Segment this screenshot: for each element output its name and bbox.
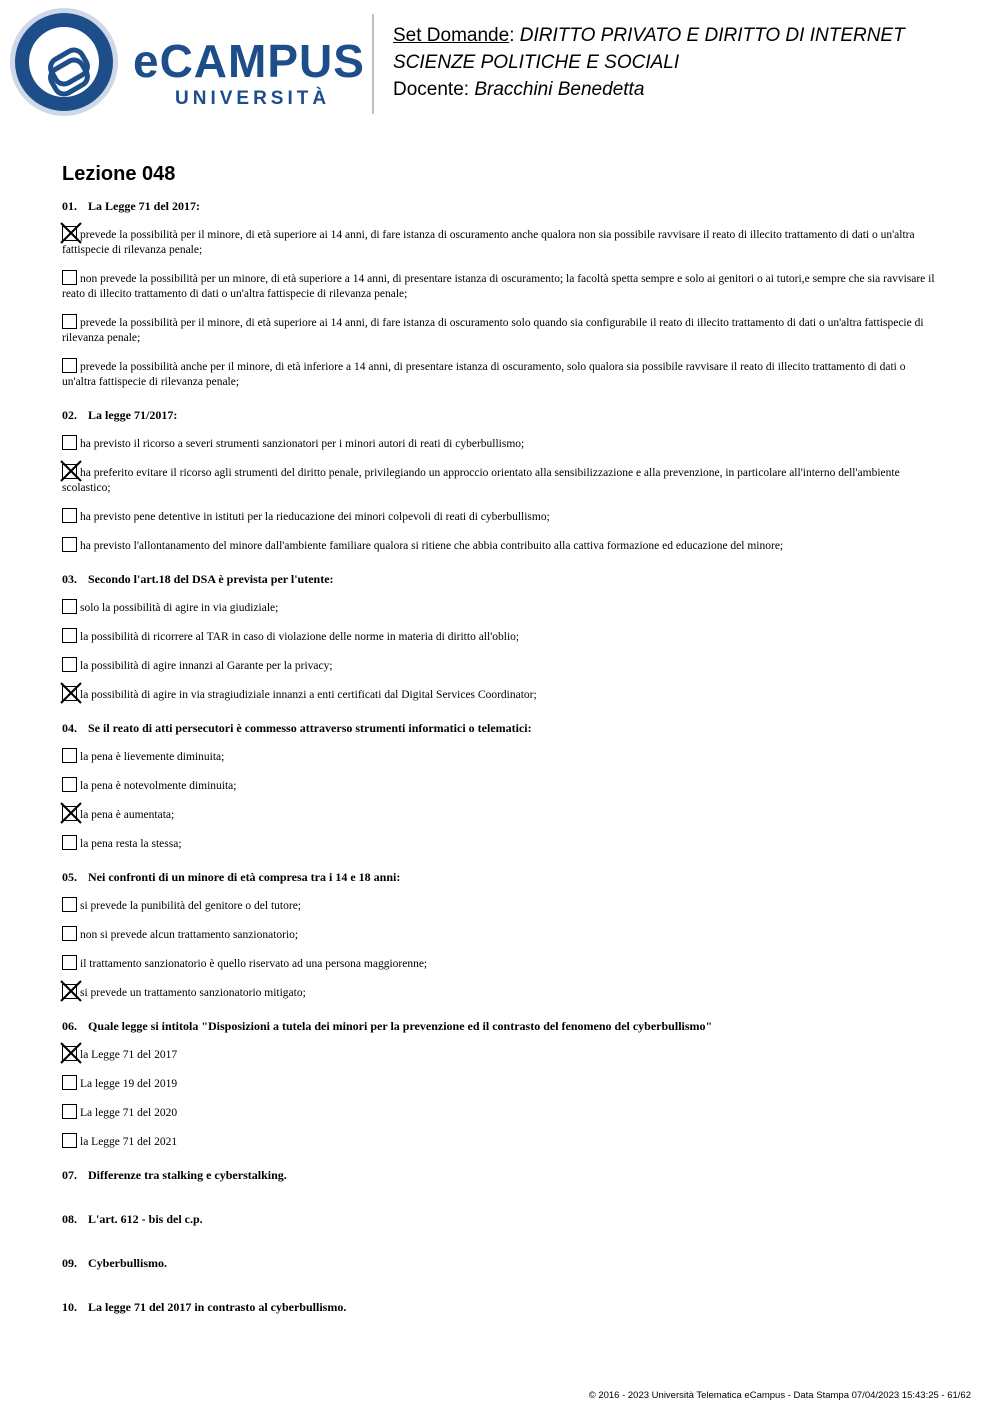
question-title — [62, 408, 942, 423]
question-number: 10. — [62, 1300, 77, 1314]
answer-text: ha previsto il ricorso a severi strumenti sanzionatori per i minori autori di reati di cyberbullismo; — [80, 438, 525, 450]
logo-wordmark: eCAMPUS — [133, 35, 365, 87]
answer-option[interactable] — [62, 657, 942, 674]
question-text: L'art. 612 - bis del c.p. — [88, 1212, 203, 1226]
checked-checkbox[interactable] — [62, 226, 77, 241]
university-logo-icon — [15, 13, 113, 111]
checkbox[interactable] — [62, 537, 77, 552]
question-block — [62, 572, 942, 703]
answer-text: La legge 19 del 2019 — [80, 1078, 178, 1090]
question-number: 05. — [62, 870, 77, 884]
answer-text: la possibilità di ricorrere al TAR in caso di violazione delle norme in materia di diritto all'oblio; — [80, 631, 520, 643]
checkbox[interactable] — [62, 955, 77, 970]
question-number: 03. — [62, 572, 77, 586]
cross-mark-icon — [59, 459, 83, 483]
answer-option[interactable] — [62, 955, 942, 972]
answer-text: il trattamento sanzionatorio è quello riservato ad una persona maggiorenne; — [80, 958, 428, 970]
answer-text: ha preferito evitare il ricorso agli strumenti del diritto penale, privilegiando un approccio orientato alla sensibilizzazione e alla prevenzione, in particolare all'interno dell'ambiente scolastico; — [62, 467, 900, 494]
checkbox[interactable] — [62, 270, 77, 285]
answer-option[interactable] — [62, 1046, 942, 1063]
question-text: Differenze tra stalking e cyberstalking. — [88, 1168, 287, 1182]
cross-mark-icon — [59, 681, 83, 705]
answer-text: la Legge 71 del 2017 — [80, 1049, 178, 1061]
question-text: La legge 71 del 2017 in contrasto al cyberbullismo. — [88, 1300, 347, 1314]
answer-text: non prevede la possibilità per un minore, di età superiore a 14 anni, di presentare istanza di oscuramento; la facoltà spetta sempre e solo ai genitori o ai tutori,e sempre che sia ravvisare il reato di illecito trattamento di dati o un'altra fattispecie di rilevanza penale; — [62, 273, 935, 300]
answer-text: la pena è notevolmente diminuita; — [80, 780, 237, 792]
page-footer: © 2016 - 2023 Università Telematica eCampus - Data Stampa 07/04/2023 15:43:25 - 61/62 — [588, 1390, 971, 1401]
question-number: 02. — [62, 408, 77, 422]
checkbox[interactable] — [62, 657, 77, 672]
answer-text: la pena resta la stessa; — [80, 838, 182, 850]
question-title — [62, 199, 942, 214]
answer-option[interactable] — [62, 897, 942, 914]
answer-option[interactable] — [62, 508, 942, 525]
question-number: 01. — [62, 199, 77, 213]
checkbox[interactable] — [62, 435, 77, 450]
question-title — [62, 721, 942, 736]
answer-option[interactable] — [62, 270, 942, 302]
questions-list — [62, 199, 942, 1344]
question-block — [62, 408, 942, 554]
checked-checkbox[interactable] — [62, 806, 77, 821]
answer-option[interactable] — [62, 537, 942, 554]
checkbox[interactable] — [62, 777, 77, 792]
question-text: Quale legge si intitola "Disposizioni a tutela dei minori per la prevenzione ed il contrasto del fenomeno del cyberbullismo" — [88, 1019, 713, 1033]
answer-text: ha previsto l'allontanamento del minore dall'ambiente familiare qualora si ritiene che abbia contribuito alla cattiva formazione ed educazione del minore; — [80, 540, 784, 552]
question-block — [62, 1212, 942, 1227]
cross-mark-icon — [59, 1041, 83, 1065]
question-text: Cyberbullismo. — [88, 1256, 168, 1270]
checkbox[interactable] — [62, 628, 77, 643]
lesson-title: Lezione 048 — [62, 163, 176, 185]
question-block — [62, 721, 942, 852]
answer-option[interactable] — [62, 1104, 942, 1121]
answer-text: solo la possibilità di agire in via giudiziale; — [80, 602, 279, 614]
answer-option[interactable] — [62, 628, 942, 645]
answer-text: La legge 71 del 2020 — [80, 1107, 178, 1119]
answer-text: la pena è lievemente diminuita; — [80, 751, 225, 763]
checkbox[interactable] — [62, 1133, 77, 1148]
answer-text: la Legge 71 del 2021 — [80, 1136, 178, 1148]
checkbox[interactable] — [62, 1075, 77, 1090]
answer-option[interactable] — [62, 435, 942, 452]
answer-option[interactable] — [62, 777, 942, 794]
answer-text: non si prevede alcun trattamento sanzionatorio; — [80, 929, 299, 941]
question-text: Nei confronti di un minore di età compresa tra i 14 e 18 anni: — [88, 870, 401, 884]
question-block — [62, 199, 942, 390]
answer-option[interactable] — [62, 806, 942, 823]
question-text: La legge 71/2017: — [88, 408, 178, 422]
question-block — [62, 1256, 942, 1271]
answer-text: prevede la possibilità anche per il minore, di età inferiore a 14 anni, di presentare istanza di oscuramento, solo qualora sia possibile ravvisare il reato di illecito trattamento di dati o un'altra fattispecie di rilevanza penale; — [62, 361, 906, 388]
question-block — [62, 1168, 942, 1183]
answer-option[interactable] — [62, 358, 942, 390]
checkbox[interactable] — [62, 748, 77, 763]
cross-mark-icon — [59, 801, 83, 825]
answer-option[interactable] — [62, 835, 942, 852]
question-number: 08. — [62, 1212, 77, 1226]
answer-option[interactable] — [62, 464, 942, 496]
header-divider — [372, 14, 374, 114]
answer-option[interactable] — [62, 748, 942, 765]
question-title — [62, 572, 942, 587]
set-title-line1: DIRITTO PRIVATO E DIRITTO DI INTERNET — [519, 25, 905, 46]
header-info: Set Domande: DIRITTO PRIVATO E DIRITTO DI INTERNET SCIENZE POLITICHE E SOCIALI Docente: Bracchini Benedetta — [393, 25, 905, 100]
answer-option[interactable] — [62, 314, 942, 346]
set-label: Set Domande — [393, 25, 510, 46]
answer-text: prevede la possibilità per il minore, di età superiore ai 14 anni, di fare istanza di oscuramento anche qualora non sia possibile ravvisare il reato di illecito trattamento di dati o un'altra fattispecie di rilevanza penale; — [62, 229, 915, 256]
answer-option[interactable] — [62, 686, 942, 703]
set-title-line2: SCIENZE POLITICHE E SOCIALI — [393, 52, 680, 73]
checked-checkbox[interactable] — [62, 464, 77, 479]
answer-text: prevede la possibilità per il minore, di età superiore ai 14 anni, di fare istanza di oscuramento solo quando sia configurabile il reato di illecito trattamento di dati o un'altra fattispecie di rilevanza penale; — [62, 317, 924, 344]
answer-text: si prevede la punibilità del genitore o del tutore; — [80, 900, 301, 912]
question-number: 09. — [62, 1256, 77, 1270]
question-title — [62, 1256, 942, 1271]
question-text: Secondo l'art.18 del DSA è prevista per l'utente: — [88, 572, 334, 586]
question-title — [62, 1168, 942, 1183]
question-text: Se il reato di atti persecutori è commesso attraverso strumenti informatici o telematici: — [88, 721, 532, 735]
question-title — [62, 1212, 942, 1227]
question-number: 06. — [62, 1019, 77, 1033]
question-block — [62, 1300, 942, 1315]
checkbox[interactable] — [62, 835, 77, 850]
checkbox[interactable] — [62, 314, 77, 329]
answer-text: la pena è aumentata; — [80, 809, 175, 821]
cross-mark-icon — [59, 979, 83, 1003]
checkbox[interactable] — [62, 358, 77, 373]
checked-checkbox[interactable] — [62, 1046, 77, 1061]
checkbox[interactable] — [62, 926, 77, 941]
answer-option[interactable] — [62, 1075, 942, 1092]
question-title — [62, 1019, 942, 1034]
question-title — [62, 1300, 942, 1315]
checkbox[interactable] — [62, 599, 77, 614]
question-title — [62, 870, 942, 885]
answer-text: ha previsto pene detentive in istituti per la rieducazione dei minori colpevoli di reati di cyberbullismo; — [80, 511, 550, 523]
checkbox[interactable] — [62, 897, 77, 912]
question-block — [62, 1019, 942, 1150]
question-text: La Legge 71 del 2017: — [88, 199, 200, 213]
question-number: 04. — [62, 721, 77, 735]
page-header — [0, 0, 1000, 130]
question-number: 07. — [62, 1168, 77, 1182]
checkbox[interactable] — [62, 508, 77, 523]
cross-mark-icon — [59, 221, 83, 245]
checked-checkbox[interactable] — [62, 686, 77, 701]
answer-text: la possibilità di agire innanzi al Garante per la privacy; — [80, 660, 333, 672]
checkbox[interactable] — [62, 1104, 77, 1119]
checked-checkbox[interactable] — [62, 984, 77, 999]
answer-option[interactable] — [62, 599, 942, 616]
teacher-label: Docente: — [393, 79, 470, 100]
answer-option[interactable] — [62, 1133, 942, 1150]
question-block — [62, 870, 942, 1001]
teacher-name: Bracchini Benedetta — [474, 79, 645, 100]
answer-option[interactable] — [62, 226, 942, 258]
answer-text: si prevede un trattamento sanzionatorio mitigato; — [80, 987, 306, 999]
answer-option[interactable] — [62, 984, 942, 1001]
answer-option[interactable] — [62, 926, 942, 943]
answer-text: la possibilità di agire in via stragiudiziale innanzi a enti certificati dal Digital Services Coordinator; — [80, 689, 537, 701]
logo-subtext: UNIVERSITÀ — [175, 88, 331, 109]
